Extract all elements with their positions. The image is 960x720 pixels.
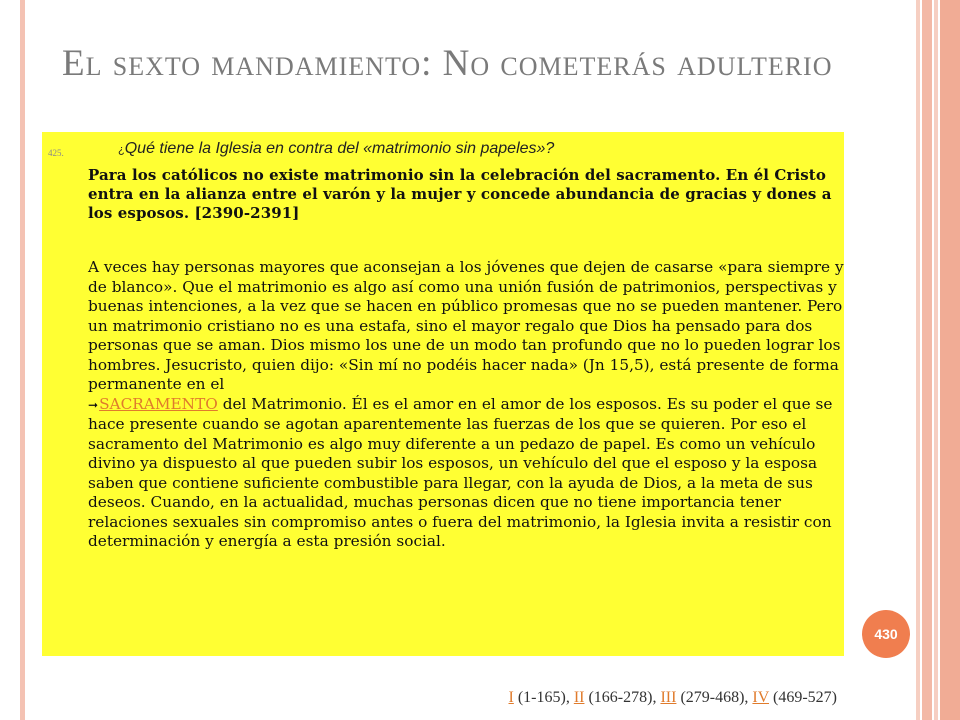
- question-text: Qué tiene la Iglesia en contra del «matrimonio sin papeles»?: [124, 140, 555, 157]
- section-link-iii[interactable]: III: [660, 689, 677, 706]
- left-decorative-rule: [20, 0, 25, 720]
- section-link-ii[interactable]: II: [573, 689, 585, 706]
- section-range-i: (1-165),: [513, 689, 574, 706]
- section-navigation: [509, 688, 838, 708]
- arrow-right-icon: ➞: [88, 397, 99, 412]
- section-link-iv[interactable]: IV: [752, 689, 770, 706]
- question-open-mark: ¿: [118, 144, 125, 156]
- question-number: 425.: [48, 148, 64, 158]
- question: [118, 138, 554, 161]
- section-range-iv: (469-527): [769, 689, 837, 706]
- right-decorative-stripe: [916, 0, 920, 720]
- answer-body-part-2: del Matrimonio. Él es el amor en el amor de los esposos. Es su poder el que se hace presente cuando se agotan aparentemente las fuerzas de los que se quieren. Por eso el sacramento del Matrimonio es algo muy diferente a un pedazo de papel. Es como un vehículo divino ya dispuesto al que pueden subir los esposos, un vehículo del que el esposo y la esposa saben que contiene suficiente combustible para llegar, con la ayuda de Dios, a la meta de sus deseos. Cuando, en la actualidad, muchas personas dicen que no tiene importancia tener relaciones sexuales sin compromiso antes o fuera del matrimonio, la Iglesia invita a resistir con determinación y energía a esta presión social.: [88, 394, 833, 550]
- page-number-badge: 430: [862, 610, 910, 658]
- right-decorative-stripe: [940, 0, 960, 720]
- section-link-i[interactable]: I: [508, 689, 514, 706]
- answer-body: [88, 258, 848, 552]
- answer-body-part-1: A veces hay personas mayores que aconsejan a los jóvenes que dejen de casarse «para siempre y de blanco». Que el matrimonio es algo así como una unión fusión de patrimonios, perspectivas y buenas intenciones, a la vez que se hacen en público promesas que no se pueden mantener. Pero un matrimonio cristiano no es una estafa, sino el mayor regalo que Dios ha pensado para dos personas que se aman. Dios mismo los une de un modo tan profundo que no lo pueden lograr los hombres. Jesucristo, quien dijo: «Sin mí no podéis hacer nada» (Jn 15,5), está presente de forma permanente en el: [88, 258, 844, 393]
- slide-title: El sexto mandamiento: No cometerás adulterio: [62, 43, 833, 84]
- answer-summary: Para los católicos no existe matrimonio sin la celebración del sacramento. En él Cristo entra en la alianza entre el varón y la mujer y concede abundancia de gracias y dones a los esposos. [2390-2391]: [88, 166, 832, 222]
- right-decorative-stripe: [934, 0, 938, 720]
- sacramento-link[interactable]: SACRAMENTO: [99, 394, 218, 413]
- section-range-ii: (166-278),: [584, 689, 661, 706]
- right-decorative-stripe: [922, 0, 932, 720]
- section-range-iii: (279-468),: [676, 689, 753, 706]
